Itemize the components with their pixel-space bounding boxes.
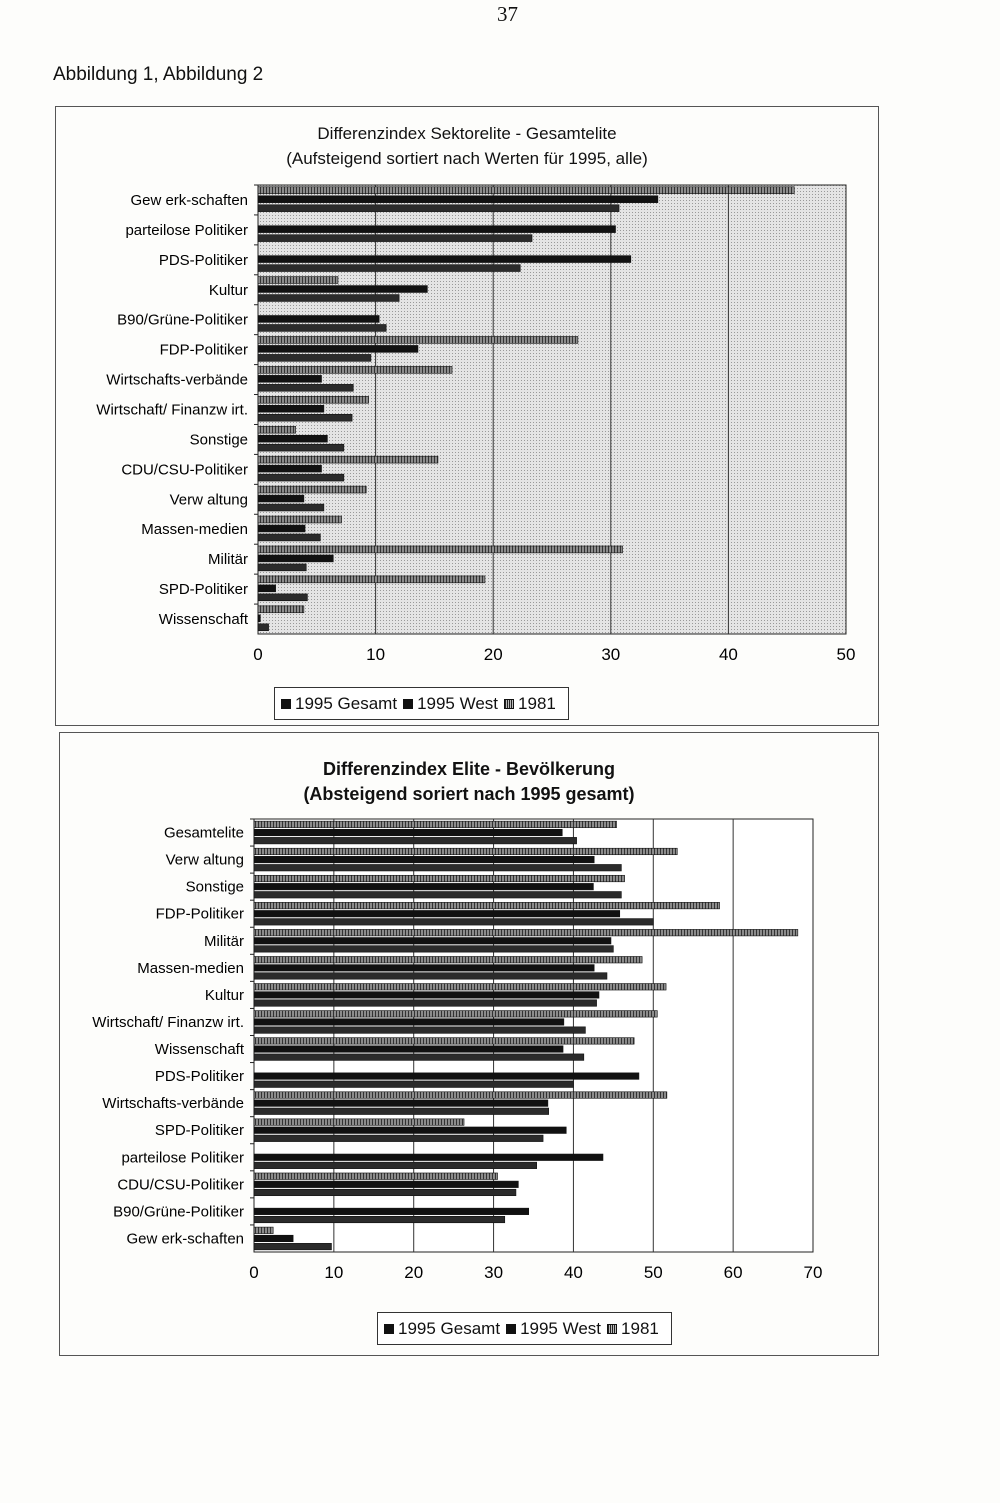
chart1-legend-label: 1981 xyxy=(518,693,556,713)
chart2-category-label: PDS-Politiker xyxy=(154,1068,244,1086)
bar-milit-r-1981 xyxy=(254,929,798,935)
figure-caption: Abbildung 1, Abbildung 2 xyxy=(53,64,264,85)
bar-wissenschaft-1981 xyxy=(254,1038,634,1044)
bar-wissenschaft-1995-west xyxy=(258,624,269,631)
chart1-category-label: Gew erk-schaften xyxy=(130,191,248,209)
chart2-category-label: Wirtschaft/ Finanzw irt. xyxy=(92,1013,244,1031)
legend-swatch-icon xyxy=(384,1324,394,1334)
chart1-category-label: SPD-Politiker xyxy=(158,581,248,599)
bar-massen-medien-1981 xyxy=(254,956,642,962)
chart2-plot xyxy=(60,733,878,1355)
bar-fdp-politiker-1995-west xyxy=(258,354,371,361)
chart2-category-label: Gew erk-schaften xyxy=(126,1230,244,1248)
bar-fdp-politiker-1981 xyxy=(258,336,578,343)
bar-wirtschaft-finanzw-irt-1995-gesamt xyxy=(254,1019,564,1025)
chart1-x-tick-label: 10 xyxy=(366,645,386,664)
chart2-category-label: CDU/CSU-Politiker xyxy=(117,1176,244,1194)
chart1-x-tick-label: 30 xyxy=(601,645,621,664)
chart1-category-label: B90/Grüne-Politiker xyxy=(117,311,248,329)
chart1-title: Differenzindex Sektorelite - Gesamtelite xyxy=(317,124,617,143)
bar-wissenschaft-1995-gesamt xyxy=(254,1046,563,1052)
bar-fdp-politiker-1995-west xyxy=(254,919,653,925)
bar-verw-altung-1981 xyxy=(258,486,366,493)
chart2-x-tick-label: 70 xyxy=(803,1263,823,1282)
legend-swatch-icon xyxy=(504,699,514,709)
bar-kultur-1981 xyxy=(254,984,666,990)
bar-cdu-csu-politiker-1995-gesamt xyxy=(258,465,322,472)
chart2-x-tick-label: 30 xyxy=(484,1263,504,1282)
bar-milit-r-1995-gesamt xyxy=(254,938,611,944)
bar-wirtschafts-verb-nde-1995-west xyxy=(258,384,353,391)
chart2-x-tick-label: 50 xyxy=(643,1263,663,1282)
bar-gew-erk-schaften-1995-gesamt xyxy=(258,196,658,203)
bar-milit-r-1995-gesamt xyxy=(258,555,333,562)
chart1-legend xyxy=(274,687,569,720)
bar-verw-altung-1995-gesamt xyxy=(254,856,594,862)
bar-verw-altung-1981 xyxy=(254,848,677,854)
bar-parteilose-politiker-1995-gesamt xyxy=(258,226,616,233)
bar-parteilose-politiker-1995-west xyxy=(254,1162,537,1168)
chart1-category-label: PDS-Politiker xyxy=(158,251,248,269)
chart2-category-label: Wissenschaft xyxy=(154,1041,244,1059)
chart1-x-tick-label: 0 xyxy=(253,645,263,664)
chart2-legend-item xyxy=(384,1319,500,1339)
chart1-category-label: Massen-medien xyxy=(141,521,248,539)
bar-b90-gr-ne-politiker-1995-west xyxy=(254,1216,505,1222)
chart1-legend-item xyxy=(281,694,397,714)
bar-wirtschaft-finanzw-irt-1981 xyxy=(254,1011,657,1017)
bar-kultur-1995-gesamt xyxy=(258,286,427,293)
chart2-x-tick-label: 10 xyxy=(324,1263,344,1282)
chart2-legend-label: 1995 Gesamt xyxy=(398,1318,501,1338)
bar-fdp-politiker-1995-gesamt xyxy=(258,345,418,352)
chart2-title: Differenzindex Elite - Bevölkerung xyxy=(322,759,616,779)
chart1-x-tick-label: 40 xyxy=(718,645,738,664)
bar-massen-medien-1995-west xyxy=(258,534,320,541)
bar-cdu-csu-politiker-1981 xyxy=(258,456,438,463)
chart2-legend-item xyxy=(506,1319,601,1339)
bar-wirtschaft-finanzw-irt-1995-gesamt xyxy=(258,405,324,412)
bar-pds-politiker-1995-west xyxy=(258,265,520,272)
bar-spd-politiker-1995-west xyxy=(254,1135,543,1141)
bar-gesamtelite-1981 xyxy=(254,821,617,827)
chart2-category-label: Verw altung xyxy=(165,851,244,869)
chart2-x-tick-label: 0 xyxy=(249,1263,259,1282)
chart2-x-tick-label: 60 xyxy=(723,1263,743,1282)
bar-parteilose-politiker-1995-west xyxy=(258,235,532,242)
bar-spd-politiker-1981 xyxy=(258,576,485,583)
bar-gesamtelite-1995-gesamt xyxy=(254,829,562,835)
chart2-legend-label: 1981 xyxy=(621,1318,659,1338)
bar-kultur-1995-west xyxy=(258,295,399,302)
chart2-category-label: SPD-Politiker xyxy=(154,1122,244,1140)
bar-verw-altung-1995-gesamt xyxy=(258,495,304,502)
bar-spd-politiker-1995-gesamt xyxy=(258,585,276,592)
bar-sonstige-1981 xyxy=(254,875,625,881)
chart2-legend xyxy=(377,1312,672,1345)
bar-kultur-1995-west xyxy=(254,1000,597,1006)
chart1-x-tick-label: 20 xyxy=(483,645,503,664)
bar-kultur-1995-gesamt xyxy=(254,992,599,998)
chart2-category-label: parteilose Politiker xyxy=(121,1149,244,1167)
bar-wissenschaft-1995-gesamt xyxy=(258,615,260,622)
bar-pds-politiker-1995-gesamt xyxy=(254,1073,639,1079)
bar-spd-politiker-1981 xyxy=(254,1119,464,1125)
bar-milit-r-1995-west xyxy=(258,564,306,571)
bar-gew-erk-schaften-1995-gesamt xyxy=(254,1235,293,1241)
bar-b90-gr-ne-politiker-1995-gesamt xyxy=(258,316,379,323)
bar-b90-gr-ne-politiker-1995-west xyxy=(258,324,386,331)
chart2-x-tick-label: 40 xyxy=(563,1263,583,1282)
bar-fdp-politiker-1995-gesamt xyxy=(254,910,620,916)
bar-wirtschafts-verb-nde-1995-west xyxy=(254,1108,549,1114)
chart2-category-label: Gesamtelite xyxy=(163,824,244,842)
legend-swatch-icon xyxy=(403,699,413,709)
chart1-category-label: Sonstige xyxy=(189,431,248,449)
bar-cdu-csu-politiker-1995-gesamt xyxy=(254,1181,518,1187)
bar-b90-gr-ne-politiker-1995-gesamt xyxy=(254,1208,529,1214)
chart1-category-label: Verw altung xyxy=(169,491,248,509)
chart1-category-label: Militär xyxy=(208,551,248,569)
bar-sonstige-1981 xyxy=(258,426,296,433)
bar-fdp-politiker-1981 xyxy=(254,902,720,908)
legend-swatch-icon xyxy=(607,1324,617,1334)
bar-wissenschaft-1995-west xyxy=(254,1054,584,1060)
bar-gew-erk-schaften-1981 xyxy=(258,187,794,194)
bar-wirtschafts-verb-nde-1995-gesamt xyxy=(254,1100,548,1106)
legend-swatch-icon xyxy=(281,699,291,709)
bar-cdu-csu-politiker-1981 xyxy=(254,1173,498,1179)
bar-cdu-csu-politiker-1995-west xyxy=(254,1189,516,1195)
bar-wirtschafts-verb-nde-1981 xyxy=(254,1092,667,1098)
bar-milit-r-1995-west xyxy=(254,946,613,952)
bar-parteilose-politiker-1995-gesamt xyxy=(254,1154,603,1160)
chart1-category-label: Wirtschaft/ Finanzw irt. xyxy=(96,401,248,419)
chart2-category-label: Militär xyxy=(204,932,244,950)
chart1-category-label: parteilose Politiker xyxy=(125,221,248,239)
bar-gew-erk-schaften-1995-west xyxy=(258,205,619,212)
bar-verw-altung-1995-west xyxy=(254,864,621,870)
bar-sonstige-1995-gesamt xyxy=(258,435,327,442)
bar-pds-politiker-1995-west xyxy=(254,1081,573,1087)
bar-verw-altung-1995-west xyxy=(258,504,324,511)
chart-panel-sektorelite xyxy=(55,106,879,726)
bar-cdu-csu-politiker-1995-west xyxy=(258,474,344,481)
chart1-category-label: Wirtschafts-verbände xyxy=(106,371,248,389)
chart2-category-label: Kultur xyxy=(204,986,244,1004)
bar-massen-medien-1995-gesamt xyxy=(258,525,305,532)
chart1-category-label: Kultur xyxy=(208,281,248,299)
chart2-x-tick-label: 20 xyxy=(404,1263,424,1282)
chart2-category-label: Wirtschafts-verbände xyxy=(102,1095,244,1113)
chart1-legend-label: 1995 Gesamt xyxy=(295,693,398,713)
bar-pds-politiker-1995-gesamt xyxy=(258,256,631,263)
chart2-subtitle: (Absteigend soriert nach 1995 gesamt) xyxy=(303,784,635,804)
chart1-subtitle: (Aufsteigend sortiert nach Werten für 1995, alle) xyxy=(286,149,648,168)
chart2-legend-label: 1995 West xyxy=(520,1318,602,1338)
bar-sonstige-1995-west xyxy=(258,444,344,451)
chart1-plot xyxy=(56,107,878,725)
chart1-x-tick-label: 50 xyxy=(836,645,856,664)
bar-kultur-1981 xyxy=(258,277,338,284)
chart1-legend-label: 1995 West xyxy=(417,693,499,713)
bar-spd-politiker-1995-west xyxy=(258,594,307,601)
bar-gesamtelite-1995-west xyxy=(254,837,577,843)
bar-wirtschafts-verb-nde-1981 xyxy=(258,366,452,373)
chart2-category-label: FDP-Politiker xyxy=(155,905,244,923)
chart1-plot-area xyxy=(258,185,846,634)
chart2-category-label: Massen-medien xyxy=(137,959,244,977)
bar-spd-politiker-1995-gesamt xyxy=(254,1127,566,1133)
bar-wissenschaft-1981 xyxy=(258,606,304,613)
bar-massen-medien-1995-west xyxy=(254,973,607,979)
bar-gew-erk-schaften-1995-west xyxy=(254,1243,331,1249)
chart1-category-label: CDU/CSU-Politiker xyxy=(121,461,248,479)
chart1-category-label: FDP-Politiker xyxy=(159,341,248,359)
bar-sonstige-1995-west xyxy=(254,892,621,898)
page-number: 37 xyxy=(497,2,518,26)
bar-sonstige-1995-gesamt xyxy=(254,883,593,889)
chart2-category-label: B90/Grüne-Politiker xyxy=(113,1203,244,1221)
chart-panel-bevoelkerung xyxy=(59,732,879,1356)
chart2-category-label: Sonstige xyxy=(185,878,244,896)
bar-milit-r-1981 xyxy=(258,546,623,553)
chart1-category-label: Wissenschaft xyxy=(158,611,248,629)
bar-wirtschaft-finanzw-irt-1995-west xyxy=(254,1027,585,1033)
bar-gew-erk-schaften-1981 xyxy=(254,1227,273,1233)
chart2-legend-item xyxy=(607,1319,659,1339)
legend-swatch-icon xyxy=(506,1324,516,1334)
chart1-legend-item xyxy=(504,694,556,714)
bar-wirtschaft-finanzw-irt-1995-west xyxy=(258,414,352,421)
bar-wirtschaft-finanzw-irt-1981 xyxy=(258,396,369,403)
bar-wirtschafts-verb-nde-1995-gesamt xyxy=(258,375,322,382)
chart1-legend-item xyxy=(403,694,498,714)
bar-massen-medien-1981 xyxy=(258,516,341,523)
bar-massen-medien-1995-gesamt xyxy=(254,965,594,971)
